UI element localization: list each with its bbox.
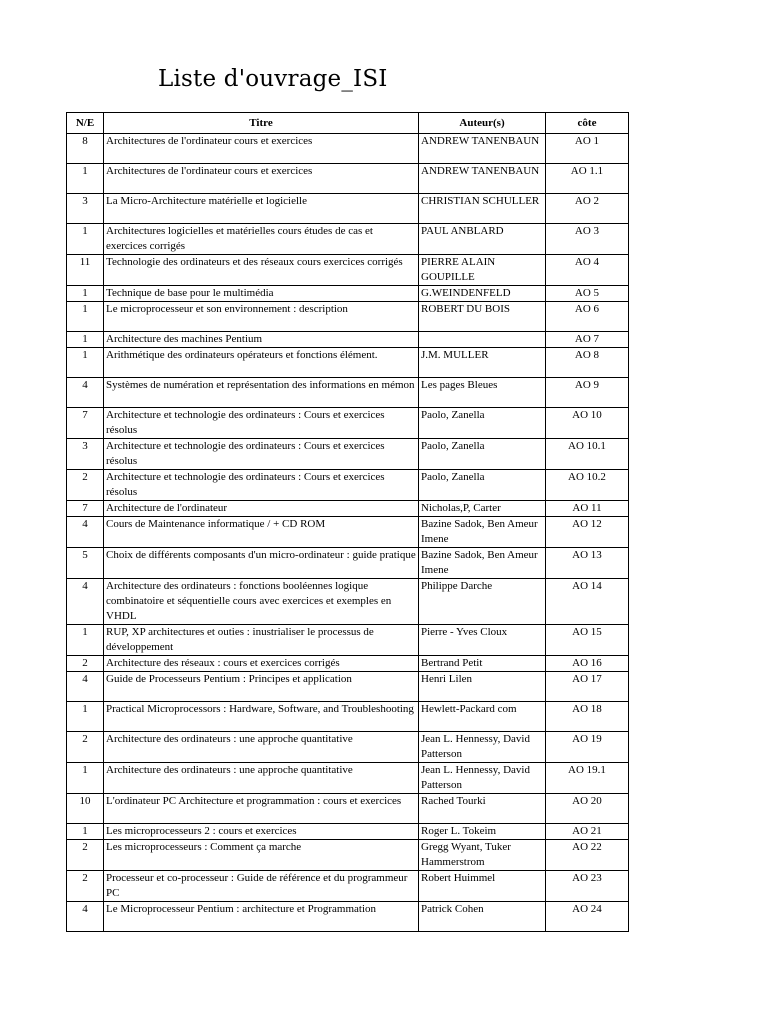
- table-row: [67, 302, 629, 332]
- cell-ne: 4: [67, 579, 104, 625]
- cell-titre: Technique de base pour le multimédia: [104, 286, 419, 302]
- table-row: [67, 702, 629, 732]
- cell-cote: AO 1.1: [546, 164, 629, 194]
- cell-auteur: Les pages Bleues: [419, 378, 546, 408]
- cell-cote: AO 20: [546, 794, 629, 824]
- cell-cote: AO 8: [546, 348, 629, 378]
- header-titre: Titre: [104, 113, 419, 134]
- cell-titre: Arithmétique des ordinateurs opérateurs et fonctions élément.: [104, 348, 419, 378]
- cell-ne: 4: [67, 378, 104, 408]
- cell-cote: AO 11: [546, 501, 629, 517]
- cell-titre: Practical Microprocessors : Hardware, Software, and Troubleshooting: [104, 702, 419, 732]
- cell-cote: AO 15: [546, 625, 629, 656]
- cell-cote: AO 19.1: [546, 763, 629, 794]
- cell-cote: AO 12: [546, 517, 629, 548]
- cell-auteur: Paolo, Zanella: [419, 408, 546, 439]
- table-row: [67, 548, 629, 579]
- table-row: [67, 224, 629, 255]
- cell-auteur: Roger L. Tokeim: [419, 824, 546, 840]
- table-row: [67, 625, 629, 656]
- cell-auteur: Nicholas,P, Carter: [419, 501, 546, 517]
- cell-titre: Architecture des machines Pentium: [104, 332, 419, 348]
- cell-cote: AO 5: [546, 286, 629, 302]
- cell-auteur: PAUL ANBLARD: [419, 224, 546, 255]
- cell-titre: Architecture des ordinateurs : fonctions booléennes logique combinatoire et séquentielle cours avec exercices et exemples en VHDL: [104, 579, 419, 625]
- cell-auteur: G.WEINDENFELD: [419, 286, 546, 302]
- book-list-table: [66, 112, 629, 932]
- cell-ne: 1: [67, 625, 104, 656]
- cell-ne: 1: [67, 348, 104, 378]
- cell-ne: 1: [67, 332, 104, 348]
- cell-ne: 4: [67, 517, 104, 548]
- cell-titre: Le Microprocesseur Pentium : architecture et Programmation: [104, 902, 419, 932]
- cell-titre: Technologie des ordinateurs et des réseaux cours exercices corrigés: [104, 255, 419, 286]
- cell-ne: 1: [67, 286, 104, 302]
- header-row: [67, 113, 629, 134]
- cell-cote: AO 17: [546, 672, 629, 702]
- cell-cote: AO 9: [546, 378, 629, 408]
- table-row: [67, 164, 629, 194]
- cell-cote: AO 6: [546, 302, 629, 332]
- table-row: [67, 134, 629, 164]
- cell-auteur: [419, 332, 546, 348]
- cell-cote: AO 10: [546, 408, 629, 439]
- cell-titre: Processeur et co-processeur : Guide de référence et du programmeur PC: [104, 871, 419, 902]
- table-row: [67, 672, 629, 702]
- cell-titre: Architecture de l'ordinateur: [104, 501, 419, 517]
- cell-ne: 4: [67, 672, 104, 702]
- cell-auteur: CHRISTIAN SCHULLER: [419, 194, 546, 224]
- header-cote: côte: [546, 113, 629, 134]
- cell-cote: AO 10.2: [546, 470, 629, 501]
- cell-auteur: Pierre - Yves Cloux: [419, 625, 546, 656]
- cell-auteur: Hewlett-Packard com: [419, 702, 546, 732]
- cell-ne: 1: [67, 824, 104, 840]
- cell-titre: Guide de Processeurs Pentium : Principes et application: [104, 672, 419, 702]
- table-body: [67, 134, 629, 932]
- cell-titre: Architecture des ordinateurs : une approche quantitative: [104, 763, 419, 794]
- table-row: [67, 871, 629, 902]
- cell-auteur: Bertrand Petit: [419, 656, 546, 672]
- table-row: [67, 840, 629, 871]
- cell-cote: AO 14: [546, 579, 629, 625]
- table-row: [67, 517, 629, 548]
- table-row: [67, 255, 629, 286]
- cell-auteur: ANDREW TANENBAUN: [419, 164, 546, 194]
- cell-ne: 8: [67, 134, 104, 164]
- cell-cote: AO 2: [546, 194, 629, 224]
- cell-ne: 1: [67, 302, 104, 332]
- cell-ne: 7: [67, 501, 104, 517]
- cell-titre: Le microprocesseur et son environnement : description: [104, 302, 419, 332]
- table-row: [67, 732, 629, 763]
- cell-auteur: Henri Lilen: [419, 672, 546, 702]
- cell-ne: 2: [67, 470, 104, 501]
- cell-auteur: Jean L. Hennessy, David Patterson: [419, 732, 546, 763]
- table-row: [67, 794, 629, 824]
- cell-ne: 2: [67, 840, 104, 871]
- table-row: [67, 656, 629, 672]
- cell-cote: AO 7: [546, 332, 629, 348]
- cell-titre: Architectures de l'ordinateur cours et exercices: [104, 134, 419, 164]
- table-row: [67, 408, 629, 439]
- cell-cote: AO 1: [546, 134, 629, 164]
- cell-cote: AO 4: [546, 255, 629, 286]
- cell-titre: Choix de différents composants d'un micro-ordinateur : guide pratique: [104, 548, 419, 579]
- table-header: [67, 113, 629, 134]
- cell-cote: AO 19: [546, 732, 629, 763]
- cell-ne: 2: [67, 871, 104, 902]
- cell-titre: RUP, XP architectures et outies : inustrialiser le processus de développement: [104, 625, 419, 656]
- table-row: [67, 501, 629, 517]
- table-row: [67, 332, 629, 348]
- cell-titre: Les microprocesseurs : Comment ça marche: [104, 840, 419, 871]
- cell-auteur: Paolo, Zanella: [419, 470, 546, 501]
- table-row: [67, 763, 629, 794]
- cell-auteur: ROBERT DU BOIS: [419, 302, 546, 332]
- cell-auteur: Rached Tourki: [419, 794, 546, 824]
- cell-ne: 1: [67, 763, 104, 794]
- cell-ne: 3: [67, 439, 104, 470]
- cell-auteur: Bazine Sadok, Ben Ameur Imene: [419, 517, 546, 548]
- cell-auteur: ANDREW TANENBAUN: [419, 134, 546, 164]
- cell-titre: Architecture et technologie des ordinateurs : Cours et exercices résolus: [104, 470, 419, 501]
- cell-titre: Architectures logicielles et matérielles cours études de cas et exercices corrigés: [104, 224, 419, 255]
- cell-cote: AO 3: [546, 224, 629, 255]
- cell-cote: AO 22: [546, 840, 629, 871]
- cell-cote: AO 24: [546, 902, 629, 932]
- cell-titre: Architecture des réseaux : cours et exercices corrigés: [104, 656, 419, 672]
- header-auteur: Auteur(s): [419, 113, 546, 134]
- table-row: [67, 439, 629, 470]
- cell-titre: L'ordinateur PC Architecture et programmation : cours et exercices: [104, 794, 419, 824]
- cell-titre: Architecture et technologie des ordinateurs : Cours et exercices résolus: [104, 439, 419, 470]
- table-row: [67, 470, 629, 501]
- cell-auteur: J.M. MULLER: [419, 348, 546, 378]
- cell-auteur: Jean L. Hennessy, David Patterson: [419, 763, 546, 794]
- cell-auteur: Gregg Wyant, Tuker Hammerstrom: [419, 840, 546, 871]
- cell-auteur: Philippe Darche: [419, 579, 546, 625]
- document-title: Liste d'ouvrage_ISI: [158, 66, 388, 92]
- table-row: [67, 824, 629, 840]
- cell-cote: AO 10.1: [546, 439, 629, 470]
- cell-ne: 4: [67, 902, 104, 932]
- cell-auteur: Paolo, Zanella: [419, 439, 546, 470]
- cell-ne: 11: [67, 255, 104, 286]
- table-row: [67, 348, 629, 378]
- table-row: [67, 286, 629, 302]
- cell-ne: 2: [67, 732, 104, 763]
- cell-titre: La Micro-Architecture matérielle et logicielle: [104, 194, 419, 224]
- cell-cote: AO 13: [546, 548, 629, 579]
- cell-ne: 1: [67, 224, 104, 255]
- cell-titre: Cours de Maintenance informatique / + CD ROM: [104, 517, 419, 548]
- table-row: [67, 902, 629, 932]
- cell-titre: Architecture et technologie des ordinateurs : Cours et exercices résolus: [104, 408, 419, 439]
- cell-cote: AO 18: [546, 702, 629, 732]
- cell-ne: 10: [67, 794, 104, 824]
- header-ne: N/E: [67, 113, 104, 134]
- cell-ne: 3: [67, 194, 104, 224]
- cell-auteur: Bazine Sadok, Ben Ameur Imene: [419, 548, 546, 579]
- cell-titre: Systèmes de numération et représentation des informations en mémon: [104, 378, 419, 408]
- cell-cote: AO 23: [546, 871, 629, 902]
- table-row: [67, 579, 629, 625]
- table-row: [67, 378, 629, 408]
- cell-titre: Architecture des ordinateurs : une approche quantitative: [104, 732, 419, 763]
- cell-cote: AO 16: [546, 656, 629, 672]
- cell-auteur: Robert Huimmel: [419, 871, 546, 902]
- cell-auteur: PIERRE ALAIN GOUPILLE: [419, 255, 546, 286]
- cell-ne: 5: [67, 548, 104, 579]
- table-row: [67, 194, 629, 224]
- cell-ne: 2: [67, 656, 104, 672]
- cell-ne: 1: [67, 164, 104, 194]
- cell-cote: AO 21: [546, 824, 629, 840]
- cell-titre: Architectures de l'ordinateur cours et exercices: [104, 164, 419, 194]
- cell-ne: 1: [67, 702, 104, 732]
- cell-ne: 7: [67, 408, 104, 439]
- cell-titre: Les microprocesseurs 2 : cours et exercices: [104, 824, 419, 840]
- cell-auteur: Patrick Cohen: [419, 902, 546, 932]
